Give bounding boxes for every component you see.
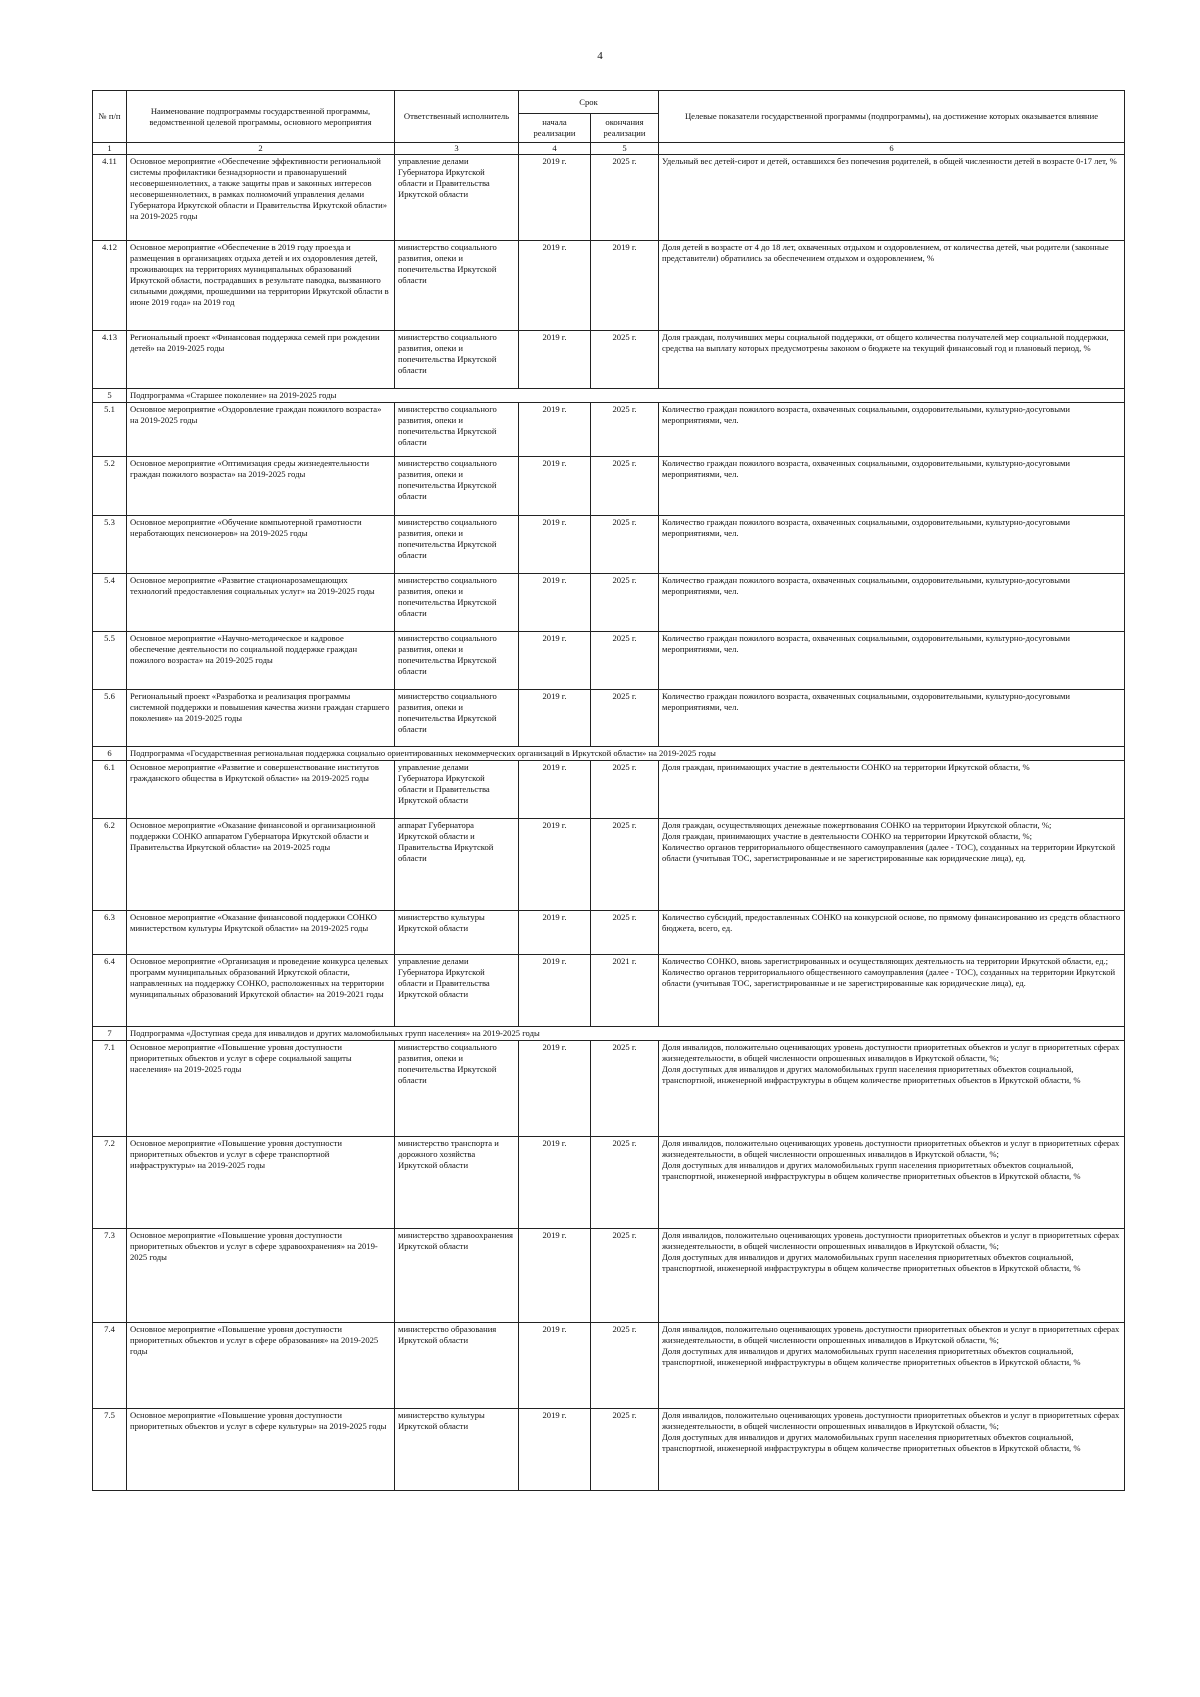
start-year: 2019 г. bbox=[519, 955, 591, 1027]
column-number: 5 bbox=[591, 143, 659, 155]
row-number: 7.4 bbox=[93, 1323, 127, 1409]
row-number: 7.3 bbox=[93, 1229, 127, 1323]
activity-name: Региональный проект «Разработка и реализация программы системной поддержки и повышения качества жизни граждан старшего поколения» на 2019-2025 годы bbox=[127, 690, 395, 747]
header-row bbox=[93, 91, 1125, 114]
subprogram-number: 6 bbox=[93, 747, 127, 761]
row-number: 6.2 bbox=[93, 819, 127, 911]
row-number: 7.1 bbox=[93, 1041, 127, 1137]
target-indicators: Количество граждан пожилого возраста, охваченных социальными, оздоровительными, культурно-досуговыми мероприятиями, чел. bbox=[659, 403, 1125, 457]
table-row bbox=[93, 331, 1125, 389]
header-start: начала реализации bbox=[519, 114, 591, 143]
activity-name: Основное мероприятие «Обеспечение в 2019 году проезда и размещения в организациях отдыха детей и их оздоровления детей, проживающих на территориях муниципальных образований Иркутской области, пострадавших в результате паводка, вызванного сильными дождями, прошедшими на территории Иркутской области в июне 2019 года» на 2019 год bbox=[127, 241, 395, 331]
table-row bbox=[93, 1229, 1125, 1323]
end-year: 2025 г. bbox=[591, 1409, 659, 1491]
target-indicators: Количество граждан пожилого возраста, охваченных социальными, оздоровительными, культурно-досуговыми мероприятиями, чел. bbox=[659, 690, 1125, 747]
end-year: 2025 г. bbox=[591, 457, 659, 516]
program-table bbox=[92, 90, 1125, 1491]
table-row bbox=[93, 516, 1125, 574]
activity-name: Основное мероприятие «Обеспечение эффективности региональной системы профилактики безнадзорности и правонарушений несовершеннолетних, а также защиты прав и законных интересов несовершеннолетних, в рамках полномочий управления делами Губернатора Иркутской области и Правительства Иркутской области» на 2019-2025 годы bbox=[127, 155, 395, 241]
activity-name: Основное мероприятие «Повышение уровня доступности приоритетных объектов и услуг в сфере здравоохранения» на 2019-2025 годы bbox=[127, 1229, 395, 1323]
responsible-executor: министерство культуры Иркутской области bbox=[395, 911, 519, 955]
row-number: 6.4 bbox=[93, 955, 127, 1027]
column-number: 2 bbox=[127, 143, 395, 155]
column-number: 4 bbox=[519, 143, 591, 155]
table-row bbox=[93, 1041, 1125, 1137]
row-number: 5.4 bbox=[93, 574, 127, 632]
table-row bbox=[93, 632, 1125, 690]
table-row bbox=[93, 819, 1125, 911]
target-indicators: Количество граждан пожилого возраста, охваченных социальными, оздоровительными, культурно-досуговыми мероприятиями, чел. bbox=[659, 457, 1125, 516]
start-year: 2019 г. bbox=[519, 761, 591, 819]
header-term: Срок bbox=[519, 91, 659, 114]
column-number: 6 bbox=[659, 143, 1125, 155]
target-indicators: Количество граждан пожилого возраста, охваченных социальными, оздоровительными, культурно-досуговыми мероприятиями, чел. bbox=[659, 516, 1125, 574]
start-year: 2019 г. bbox=[519, 1229, 591, 1323]
end-year: 2025 г. bbox=[591, 155, 659, 241]
start-year: 2019 г. bbox=[519, 632, 591, 690]
activity-name: Основное мероприятие «Оказание финансовой и организационной поддержки СОНКО аппаратом Губернатора Иркутской области и Правительства Иркутской области» на 2019-2025 годы bbox=[127, 819, 395, 911]
target-indicators: Удельный вес детей-сирот и детей, оставшихся без попечения родителей, в общей численности детей в возрасте 0-17 лет, % bbox=[659, 155, 1125, 241]
activity-name: Основное мероприятие «Повышение уровня доступности приоритетных объектов и услуг в сфере социальной защиты населения» на 2019-2025 годы bbox=[127, 1041, 395, 1137]
responsible-executor: министерство социального развития, опеки и попечительства Иркутской области bbox=[395, 574, 519, 632]
target-indicators: Доля граждан, получивших меры социальной поддержки, от общего количества получателей мер социальной поддержки, средства на выплату которых предусмотрены законом о бюджете на текущий финансовый год и плановый период, % bbox=[659, 331, 1125, 389]
responsible-executor: министерство социального развития, опеки и попечительства Иркутской области bbox=[395, 331, 519, 389]
end-year: 2025 г. bbox=[591, 761, 659, 819]
table-row bbox=[93, 761, 1125, 819]
header-indicators: Целевые показатели государственной программы (подпрограммы), на достижение которых оказывается влияние bbox=[659, 91, 1125, 143]
subprogram-row bbox=[93, 389, 1125, 403]
end-year: 2025 г. bbox=[591, 1137, 659, 1229]
target-indicators: Количество субсидий, предоставленных СОНКО на конкурсной основе, по прямому финансированию из средств областного бюджета, всего, ед. bbox=[659, 911, 1125, 955]
row-number: 6.3 bbox=[93, 911, 127, 955]
end-year: 2025 г. bbox=[591, 574, 659, 632]
row-number: 5.3 bbox=[93, 516, 127, 574]
table-row bbox=[93, 155, 1125, 241]
start-year: 2019 г. bbox=[519, 403, 591, 457]
target-indicators: Количество граждан пожилого возраста, охваченных социальными, оздоровительными, культурно-досуговыми мероприятиями, чел. bbox=[659, 632, 1125, 690]
start-year: 2019 г. bbox=[519, 574, 591, 632]
start-year: 2019 г. bbox=[519, 1409, 591, 1491]
start-year: 2019 г. bbox=[519, 457, 591, 516]
responsible-executor: министерство социального развития, опеки и попечительства Иркутской области bbox=[395, 632, 519, 690]
end-year: 2025 г. bbox=[591, 1323, 659, 1409]
column-number: 3 bbox=[395, 143, 519, 155]
activity-name: Основное мероприятие «Развитие стационарозамещающих технологий предоставления социальных услуг» на 2019-2025 годы bbox=[127, 574, 395, 632]
target-indicators: Доля инвалидов, положительно оценивающих уровень доступности приоритетных объектов и услуг в приоритетных сферах жизнедеятельности, в общей численности опрошенных инвалидов в Иркутской области, %; Доля доступных для инвалидов и других маломобильных групп населения приоритетных объектов социальной, транспортной, инженерной инфраструктуры в общем количестве приоритетных объектов в Иркутской области, % bbox=[659, 1229, 1125, 1323]
activity-name: Основное мероприятие «Повышение уровня доступности приоритетных объектов и услуг в сфере образования» на 2019-2025 годы bbox=[127, 1323, 395, 1409]
header-end: окончания реализации bbox=[591, 114, 659, 143]
start-year: 2019 г. bbox=[519, 1323, 591, 1409]
table-body bbox=[93, 155, 1125, 1491]
subprogram-title: Подпрограмма «Старшее поколение» на 2019-2025 годы bbox=[127, 389, 1125, 403]
start-year: 2019 г. bbox=[519, 1041, 591, 1137]
target-indicators: Доля граждан, осуществляющих денежные пожертвования СОНКО на территории Иркутской области, %; Доля граждан, принимающих участие в деятельности СОНКО на территории Иркутской области, %; Количество органов территориального общественного самоуправления (далее - ТОС), созданных на территории Иркутской области (учитывая ТОС, зарегистрированные и не зарегистрированные как юридические лица), ед. bbox=[659, 819, 1125, 911]
responsible-executor: министерство социального развития, опеки и попечительства Иркутской области bbox=[395, 516, 519, 574]
row-number: 7.2 bbox=[93, 1137, 127, 1229]
responsible-executor: управление делами Губернатора Иркутской области и Правительства Иркутской области bbox=[395, 955, 519, 1027]
activity-name: Основное мероприятие «Обучение компьютерной грамотности неработающих пенсионеров» на 2019-2025 годы bbox=[127, 516, 395, 574]
target-indicators: Доля инвалидов, положительно оценивающих уровень доступности приоритетных объектов и услуг в приоритетных сферах жизнедеятельности, в общей численности опрошенных инвалидов в Иркутской области, %; Доля доступных для инвалидов и других маломобильных групп населения приоритетных объектов социальной, транспортной, инженерной инфраструктуры в общем количестве приоритетных объектов в Иркутской области, % bbox=[659, 1409, 1125, 1491]
activity-name: Основное мероприятие «Организация и проведение конкурса целевых программ муниципальных образований Иркутской области, направленных на поддержку СОНКО, расположенных на территории муниципальных образований Иркутской области» на 2019-2021 годы bbox=[127, 955, 395, 1027]
row-number: 5.5 bbox=[93, 632, 127, 690]
row-number: 5.2 bbox=[93, 457, 127, 516]
row-number: 7.5 bbox=[93, 1409, 127, 1491]
activity-name: Основное мероприятие «Оптимизация среды жизнедеятельности граждан пожилого возраста» на 2019-2025 годы bbox=[127, 457, 395, 516]
table-row bbox=[93, 403, 1125, 457]
subprogram-title: Подпрограмма «Государственная региональная поддержка социально ориентированных некоммерческих организаций в Иркутской области» на 2019-2025 годы bbox=[127, 747, 1125, 761]
responsible-executor: министерство образования Иркутской области bbox=[395, 1323, 519, 1409]
end-year: 2025 г. bbox=[591, 632, 659, 690]
start-year: 2019 г. bbox=[519, 1137, 591, 1229]
table-row bbox=[93, 1137, 1125, 1229]
end-year: 2025 г. bbox=[591, 911, 659, 955]
target-indicators: Доля граждан, принимающих участие в деятельности СОНКО на территории Иркутской области, % bbox=[659, 761, 1125, 819]
activity-name: Основное мероприятие «Научно-методическое и кадровое обеспечение деятельности по социальной поддержке граждан пожилого возраста» на 2019-2025 годы bbox=[127, 632, 395, 690]
end-year: 2019 г. bbox=[591, 241, 659, 331]
responsible-executor: управление делами Губернатора Иркутской области и Правительства Иркутской области bbox=[395, 761, 519, 819]
end-year: 2025 г. bbox=[591, 1229, 659, 1323]
row-number: 5.1 bbox=[93, 403, 127, 457]
table-row bbox=[93, 574, 1125, 632]
start-year: 2019 г. bbox=[519, 241, 591, 331]
start-year: 2019 г. bbox=[519, 690, 591, 747]
responsible-executor: министерство социального развития, опеки и попечительства Иркутской области bbox=[395, 457, 519, 516]
start-year: 2019 г. bbox=[519, 516, 591, 574]
start-year: 2019 г. bbox=[519, 911, 591, 955]
target-indicators: Количество граждан пожилого возраста, охваченных социальными, оздоровительными, культурно-досуговыми мероприятиями, чел. bbox=[659, 574, 1125, 632]
table-row bbox=[93, 1323, 1125, 1409]
subprogram-row bbox=[93, 1027, 1125, 1041]
header-name: Наименование подпрограммы государственной программы, ведомственной целевой программы, основного мероприятия bbox=[127, 91, 395, 143]
responsible-executor: министерство социального развития, опеки и попечительства Иркутской области bbox=[395, 241, 519, 331]
subprogram-title: Подпрограмма «Доступная среда для инвалидов и других маломобильных групп населения» на 2019-2025 годы bbox=[127, 1027, 1125, 1041]
responsible-executor: аппарат Губернатора Иркутской области и Правительства Иркутской области bbox=[395, 819, 519, 911]
target-indicators: Доля инвалидов, положительно оценивающих уровень доступности приоритетных объектов и услуг в приоритетных сферах жизнедеятельности, в общей численности опрошенных инвалидов в Иркутской области, %; Доля доступных для инвалидов и других маломобильных групп населения приоритетных объектов социальной, транспортной, инженерной инфраструктуры в общем количестве приоритетных объектов в Иркутской области, % bbox=[659, 1323, 1125, 1409]
end-year: 2025 г. bbox=[591, 516, 659, 574]
row-number: 4.13 bbox=[93, 331, 127, 389]
start-year: 2019 г. bbox=[519, 819, 591, 911]
activity-name: Основное мероприятие «Повышение уровня доступности приоритетных объектов и услуг в сфере транспортной инфраструктуры» на 2019-2025 годы bbox=[127, 1137, 395, 1229]
page-number: 4 bbox=[597, 50, 603, 62]
start-year: 2019 г. bbox=[519, 155, 591, 241]
responsible-executor: министерство здравоохранения Иркутской области bbox=[395, 1229, 519, 1323]
target-indicators: Доля инвалидов, положительно оценивающих уровень доступности приоритетных объектов и услуг в приоритетных сферах жизнедеятельности, в общей численности опрошенных инвалидов в Иркутской области, %; Доля доступных для инвалидов и других маломобильных групп населения приоритетных объектов социальной, транспортной, инженерной инфраструктуры в общем количестве приоритетных объектов в Иркутской области, % bbox=[659, 1137, 1125, 1229]
subprogram-row bbox=[93, 747, 1125, 761]
table-row bbox=[93, 955, 1125, 1027]
column-number-row bbox=[93, 143, 1125, 155]
subprogram-number: 5 bbox=[93, 389, 127, 403]
row-number: 4.11 bbox=[93, 155, 127, 241]
end-year: 2025 г. bbox=[591, 690, 659, 747]
table-row bbox=[93, 1409, 1125, 1491]
header-responsible: Ответственный исполнитель bbox=[395, 91, 519, 143]
target-indicators: Доля детей в возрасте от 4 до 18 лет, охваченных отдыхом и оздоровлением, от количества детей, чьи родители (законные представители) обратились за обеспечением отдыхом и оздоровлением, % bbox=[659, 241, 1125, 331]
activity-name: Основное мероприятие «Оказание финансовой поддержки СОНКО министерством культуры Иркутской области» на 2019-2025 годы bbox=[127, 911, 395, 955]
subprogram-number: 7 bbox=[93, 1027, 127, 1041]
responsible-executor: министерство социального развития, опеки и попечительства Иркутской области bbox=[395, 403, 519, 457]
responsible-executor: управление делами Губернатора Иркутской области и Правительства Иркутской области bbox=[395, 155, 519, 241]
end-year: 2025 г. bbox=[591, 331, 659, 389]
table-row bbox=[93, 911, 1125, 955]
responsible-executor: министерство социального развития, опеки и попечительства Иркутской области bbox=[395, 690, 519, 747]
table-row bbox=[93, 241, 1125, 331]
column-number: 1 bbox=[93, 143, 127, 155]
row-number: 5.6 bbox=[93, 690, 127, 747]
row-number: 6.1 bbox=[93, 761, 127, 819]
table-row bbox=[93, 690, 1125, 747]
responsible-executor: министерство социального развития, опеки и попечительства Иркутской области bbox=[395, 1041, 519, 1137]
target-indicators: Доля инвалидов, положительно оценивающих уровень доступности приоритетных объектов и услуг в приоритетных сферах жизнедеятельности, в общей численности опрошенных инвалидов в Иркутской области, %; Доля доступных для инвалидов и других маломобильных групп населения приоритетных объектов социальной, транспортной, инженерной инфраструктуры в общем количестве приоритетных объектов в Иркутской области, % bbox=[659, 1041, 1125, 1137]
responsible-executor: министерство культуры Иркутской области bbox=[395, 1409, 519, 1491]
table-row bbox=[93, 457, 1125, 516]
end-year: 2025 г. bbox=[591, 403, 659, 457]
activity-name: Основное мероприятие «Повышение уровня доступности приоритетных объектов и услуг в сфере культуры» на 2019-2025 годы bbox=[127, 1409, 395, 1491]
activity-name: Основное мероприятие «Развитие и совершенствование институтов гражданского общества в Иркутской области» на 2019-2025 годы bbox=[127, 761, 395, 819]
activity-name: Региональный проект «Финансовая поддержка семей при рождении детей» на 2019-2025 годы bbox=[127, 331, 395, 389]
responsible-executor: министерство транспорта и дорожного хозяйства Иркутской области bbox=[395, 1137, 519, 1229]
end-year: 2025 г. bbox=[591, 819, 659, 911]
end-year: 2025 г. bbox=[591, 1041, 659, 1137]
header-num: № п/п bbox=[93, 91, 127, 143]
start-year: 2019 г. bbox=[519, 331, 591, 389]
row-number: 4.12 bbox=[93, 241, 127, 331]
activity-name: Основное мероприятие «Оздоровление граждан пожилого возраста» на 2019-2025 годы bbox=[127, 403, 395, 457]
end-year: 2021 г. bbox=[591, 955, 659, 1027]
target-indicators: Количество СОНКО, вновь зарегистрированных и осуществляющих деятельность на территории Иркутской области, ед.; Количество органов территориального общественного самоуправления (далее - ТОС), созданных на территории Иркутской области (учитывая ТОС, зарегистрированные и не зарегистрированные как юридические лица), ед. bbox=[659, 955, 1125, 1027]
